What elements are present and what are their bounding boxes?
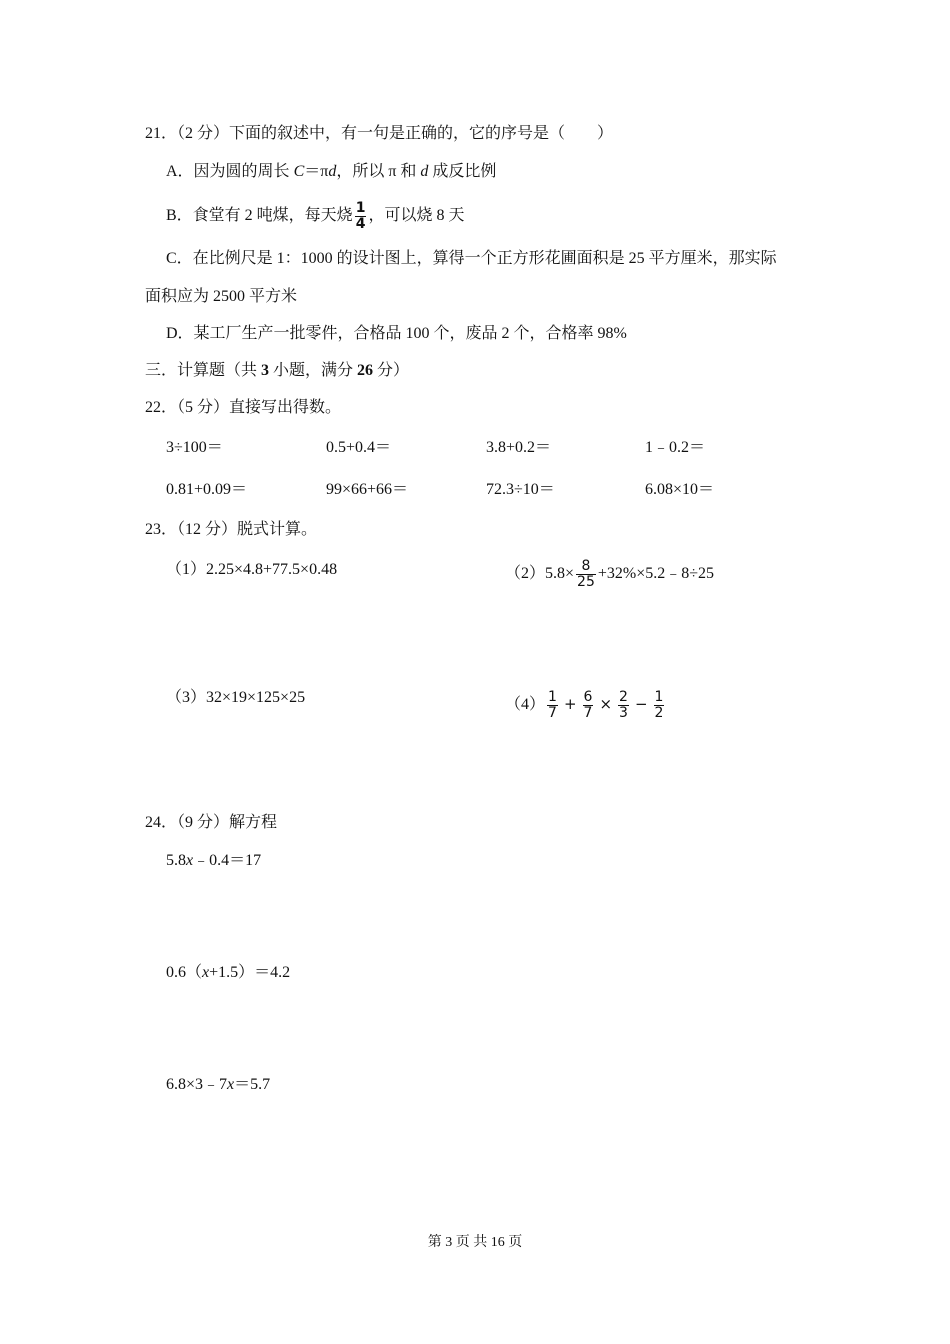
q22-r2-c4: 6.08×10＝ — [645, 481, 715, 498]
q24-e2-x: x — [202, 964, 210, 981]
q23-p4-f4-num: 1 — [654, 688, 664, 705]
q21-a-post: 成反比例 — [428, 163, 497, 180]
q21-a-d2: d — [420, 163, 429, 180]
q22-stem: 22．（5 分）直接写出得数。 — [145, 399, 342, 416]
q23-p4-f2-den: 7 — [583, 704, 593, 721]
section3-pre: 三．计算题（共 — [145, 362, 262, 379]
q21-b-pre: B．食堂有 2 吨煤，每天烧 — [166, 207, 353, 224]
q23-p4-f3-den: 3 — [619, 704, 628, 721]
section3-score: 26 — [357, 362, 374, 379]
section3-count: 3 — [261, 362, 270, 379]
section3-mid: 小题，满分 — [269, 362, 358, 379]
q24-e2-post: +1.5）＝4.2 — [209, 964, 291, 981]
q22-r1-c3: 3.8+0.2＝ — [486, 439, 552, 456]
q23-p2-den: 25 — [577, 573, 595, 590]
q23-part1: （1）2.25×4.8+77.5×0.48 — [166, 561, 338, 578]
q21-b-fraction — [355, 201, 367, 232]
q21-b-num: 1 — [355, 199, 366, 216]
q23-p4-op1: + — [563, 695, 577, 713]
q21-stem: 21．（2 分）下面的叙述中，有一句是正确的，它的序号是（ ） — [145, 125, 614, 142]
q23-p4-fraction-4 — [654, 690, 665, 721]
q23-p2-pre: （2）5.8× — [505, 565, 575, 582]
q22-r1-c4: 1﹣0.2＝ — [645, 439, 706, 456]
q21-b-den: 4 — [355, 215, 366, 232]
q24-stem: 24．（9 分）解方程 — [145, 814, 278, 831]
q23-part3: （3）32×19×125×25 — [166, 689, 306, 706]
page-footer: 第 3 页 共 16 页 — [427, 1235, 523, 1250]
q23-p4-op3: − — [634, 695, 648, 713]
section3-heading — [145, 361, 409, 381]
q23-p4-op2: × — [599, 695, 613, 713]
q22-r1-c1: 3÷100＝ — [166, 439, 223, 456]
q23-part2 — [505, 556, 714, 592]
q21-a-pre: A．因为圆的周长 — [166, 163, 294, 180]
q21-option-c-line2: 面积应为 2500 平方米 — [145, 288, 298, 305]
q23-p2-post: +32%×5.2﹣8÷25 — [597, 565, 715, 582]
q21-b-post: ，可以烧 8 天 — [368, 207, 465, 224]
q22-r1-c2: 0.5+0.4＝ — [326, 439, 392, 456]
q24-e1-x: x — [186, 852, 194, 869]
q23-stem: 23．（12 分）脱式计算。 — [145, 521, 318, 538]
q23-p2-num: 8 — [581, 557, 591, 574]
q24-equation-3 — [166, 1075, 270, 1095]
q24-e3-post: ＝5.7 — [234, 1076, 271, 1093]
q24-e1-pre: 5.8 — [166, 852, 186, 869]
q23-p4-pre: （4） — [505, 696, 546, 713]
q24-e3-x: x — [227, 1076, 235, 1093]
q24-equation-2 — [166, 963, 290, 983]
q21-option-b — [166, 198, 464, 234]
q23-p4-f3-num: 2 — [619, 688, 628, 705]
q21-option-a — [166, 162, 496, 182]
q23-p4-f1-num: 1 — [548, 688, 557, 705]
q24-e1-post: ﹣0.4＝17 — [193, 852, 262, 869]
q22-r2-c3: 72.3÷10＝ — [486, 481, 555, 498]
q21-a-d1: d — [328, 163, 337, 180]
q23-p4-f1-den: 7 — [548, 704, 557, 721]
q23-p2-fraction — [576, 559, 596, 590]
q24-e3-pre: 6.8×3﹣7 — [166, 1076, 228, 1093]
q23-p4-fraction-3 — [618, 690, 629, 721]
q21-a-mid2: ，所以 π 和 — [336, 163, 421, 180]
q22-r2-c1: 0.81+0.09＝ — [166, 481, 248, 498]
q23-p4-f2-num: 6 — [583, 688, 593, 705]
section3-post: 分） — [373, 362, 410, 379]
q21-a-mid: ＝π — [304, 163, 329, 180]
q24-e2-pre: 0.6（ — [166, 964, 203, 981]
q23-p4-f4-den: 2 — [654, 704, 664, 721]
q23-p4-fraction-1 — [547, 690, 558, 721]
q23-p4-fraction-2 — [583, 690, 594, 721]
q21-option-d: D．某工厂生产一批零件，合格品 100 个，废品 2 个，合格率 98% — [166, 325, 627, 342]
q22-r2-c2: 99×66+66＝ — [326, 481, 409, 498]
q24-equation-1 — [166, 851, 261, 871]
q21-a-c: C — [293, 163, 305, 180]
q23-part4 — [505, 686, 666, 723]
q21-option-c-line1: C．在比例尺是 1：1000 的设计图上，算得一个正方形花圃面积是 25 平方厘米，那实际 — [166, 250, 777, 267]
